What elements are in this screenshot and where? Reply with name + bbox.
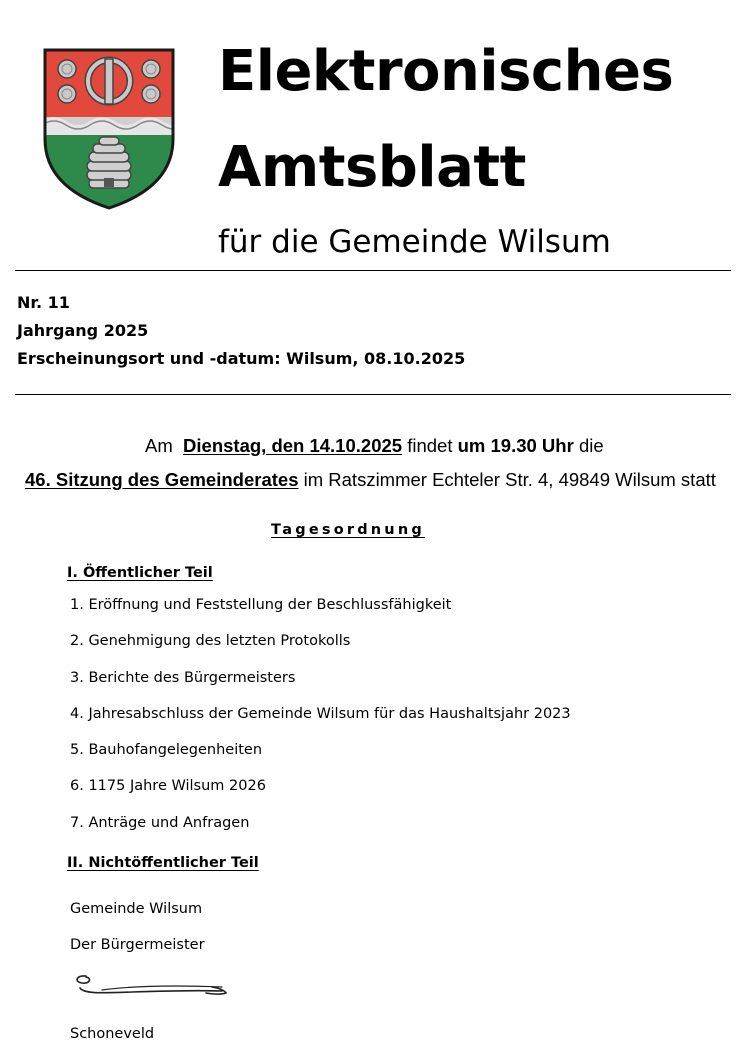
issue-number: Nr. 11: [17, 293, 70, 312]
subtitle: für die Gemeinde Wilsum: [218, 224, 611, 260]
announcement-date: Dienstag, den 14.10.2025: [183, 435, 403, 456]
coat-of-arms-logo: [42, 47, 176, 211]
title-line-2: Amtsblatt: [218, 135, 526, 200]
signature: [72, 966, 232, 1006]
issue-place-date: Erscheinungsort und -datum: Wilsum, 08.10.2025: [17, 349, 466, 368]
closing-name: Schoneveld: [70, 1026, 155, 1042]
announcement-line-1: [145, 433, 604, 459]
agenda-item: 4. Jahresabschluss der Gemeinde Wilsum für das Haushaltsjahr 2023: [70, 706, 571, 722]
nonpublic-section-heading: II. Nichtöffentlicher Teil: [67, 855, 259, 871]
session-title: 46. Sitzung des Gemeinderates: [25, 469, 299, 490]
announcement-time: um 19.30 Uhr: [457, 435, 574, 456]
agenda-item: 6. 1175 Jahre Wilsum 2026: [70, 778, 266, 794]
agenda-item: 7. Anträge und Anfragen: [70, 815, 250, 831]
public-section-heading: I. Öffentlicher Teil: [67, 565, 213, 581]
divider-bottom: [15, 394, 731, 395]
closing-municipality: Gemeinde Wilsum: [70, 901, 203, 917]
announcement-prefix: Am: [145, 435, 173, 456]
title-line-1: Elektronisches: [218, 39, 674, 104]
agenda-item: 3. Berichte des Bürgermeisters: [70, 670, 296, 686]
agenda-item: 1. Eröffnung und Feststellung der Beschlussfähigkeit: [70, 597, 452, 613]
session-location: im Ratszimmer Echteler Str. 4, 49849 Wilsum statt: [303, 469, 716, 490]
announcement-suffix: die: [578, 435, 604, 456]
agenda-item: 5. Bauhofangelegenheiten: [70, 742, 263, 758]
announcement-mid: findet: [407, 435, 453, 456]
agenda-item: 2. Genehmigung des letzten Protokolls: [70, 633, 351, 649]
divider-top: [15, 270, 731, 271]
agenda-title: Tagesordnung: [271, 522, 425, 538]
issue-volume: Jahrgang 2025: [17, 321, 149, 340]
closing-role: Der Bürgermeister: [70, 937, 205, 953]
announcement-line-2: [25, 467, 716, 493]
